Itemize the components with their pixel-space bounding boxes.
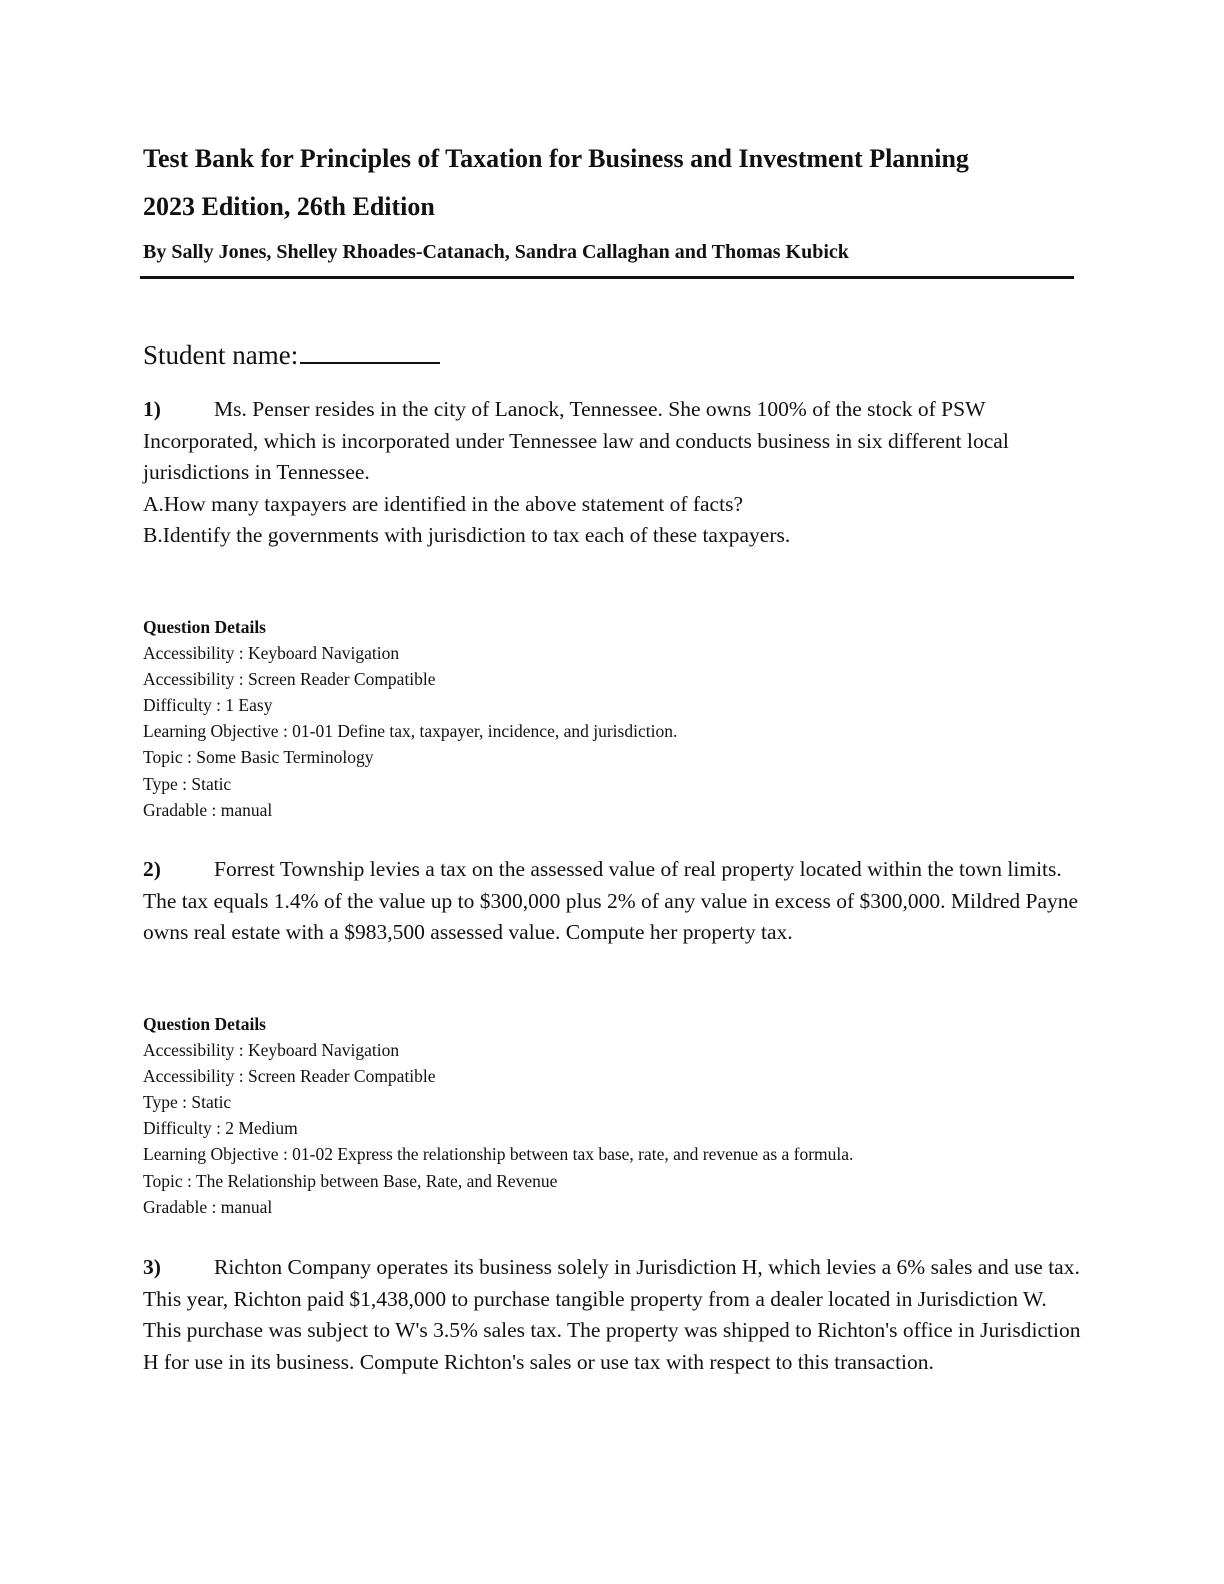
question-detail-line: Topic : Some Basic Terminology (143, 747, 374, 768)
question-1-details (143, 614, 677, 823)
question-2-stem (143, 854, 1083, 949)
question-details-heading: Question Details (143, 617, 266, 637)
question-detail-line: Accessibility : Keyboard Navigation (143, 1040, 400, 1061)
question-1 (143, 394, 1083, 552)
question-1-part-b: B.Identify the governments with jurisdiction to tax each of these taxpayers. (143, 523, 791, 547)
question-detail-line: Learning Objective : 01-01 Define tax, taxpayer, incidence, and jurisdiction. (143, 721, 678, 742)
student-name-blank (300, 338, 440, 364)
question-detail-line: Type : Static (143, 1092, 232, 1113)
question-1-part-a: A.How many taxpayers are identified in the above statement of facts? (143, 491, 743, 516)
question-1-stem (143, 394, 1083, 489)
question-1-text: Ms. Penser resides in the city of Lanock, Tennessee. She owns 100% of the stock of PSW Incorporated, which is incorporated under Tennessee law and conducts business in six different local jurisdictions in Tennessee. (143, 397, 1009, 484)
question-2-details (143, 1011, 853, 1220)
question-detail-line: Accessibility : Keyboard Navigation (143, 643, 400, 664)
question-3-number: 3) (143, 1255, 161, 1279)
question-3-text: Richton Company operates its business solely in Jurisdiction H, which levies a 6% sales and use tax. This year, Richton paid $1,438,000 to purchase tangible property from a dealer located in Jurisdiction W. This purchase was subject to W's 3.5% sales tax. The property was shipped to Richton's office in Jurisdiction H for use in its business. Compute Richton's sales or use tax with respect to this transaction. (143, 1255, 1081, 1374)
question-3 (143, 1252, 1083, 1378)
document-authors: By Sally Jones, Shelley Rhoades-Catanach, Sandra Callaghan and Thomas Kubick (143, 241, 849, 263)
question-2-text: Forrest Township levies a tax on the assessed value of real property located within the town limits. The tax equals 1.4% of the value up to $300,000 plus 2% of any value in excess of $300,000. Mildred Payne owns real estate with a $983,500 assessed value. Compute her property tax. (143, 857, 1079, 944)
document-title-line-1: Test Bank for Principles of Taxation for Business and Investment Planning (143, 144, 969, 173)
question-1-number: 1) (143, 397, 161, 421)
question-details-heading: Question Details (143, 1014, 266, 1034)
header-divider (140, 276, 1074, 279)
question-detail-line: Type : Static (143, 773, 232, 794)
question-detail-line: Difficulty : 2 Medium (143, 1118, 298, 1139)
question-2-number: 2) (143, 857, 161, 881)
question-detail-line: Gradable : manual (143, 799, 273, 820)
document-title-line-2: 2023 Edition, 26th Edition (143, 192, 435, 221)
student-name-field (143, 338, 440, 371)
question-detail-line: Accessibility : Screen Reader Compatible (143, 1066, 436, 1087)
question-detail-line: Accessibility : Screen Reader Compatible (143, 669, 436, 690)
question-detail-line: Gradable : manual (143, 1196, 273, 1217)
question-detail-line: Learning Objective : 01-02 Express the relationship between tax base, rate, and revenue as a formula. (143, 1144, 854, 1165)
question-2 (143, 854, 1083, 949)
question-detail-line: Topic : The Relationship between Base, Rate, and Revenue (143, 1170, 558, 1191)
student-name-label: Student name: (143, 340, 299, 370)
question-detail-line: Difficulty : 1 Easy (143, 695, 273, 716)
question-3-stem (143, 1252, 1083, 1378)
